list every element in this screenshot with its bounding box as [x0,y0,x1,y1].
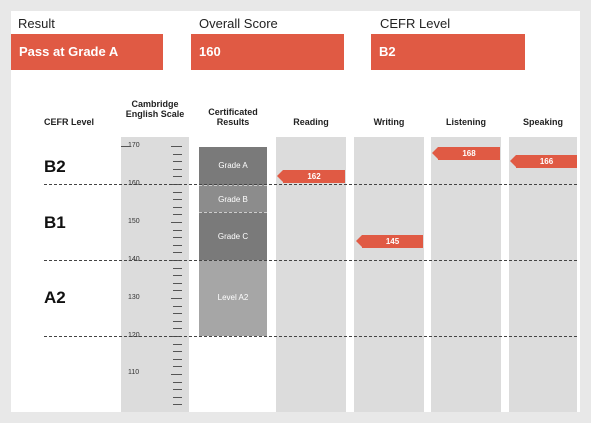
scale-tick [173,192,182,193]
scale-tick [173,344,182,345]
scale-tick-label: 140 [128,256,140,263]
header-cefr-level: CEFR Level [44,117,95,127]
scale-tick-label: 110 [128,369,140,376]
scale-tick-label: 150 [128,218,140,225]
scale-tick [173,207,182,208]
scale-tick [173,268,182,269]
scale-tick [173,321,182,322]
level-b2: B2 [44,157,66,176]
header-speaking: Speaking [522,117,563,127]
cefr-level-label: CEFR Level [380,16,451,31]
boundary-line-160 [44,184,577,185]
scale-tick [171,298,182,299]
scale-tick [171,222,182,223]
scale-major-line [121,146,131,147]
scale-tick [171,146,182,147]
speaking-column [509,137,577,412]
cert-level-a2: Level A2 [199,260,267,336]
cefr-level-value: B2 [371,34,525,70]
scale-tick-label: 160 [128,180,140,187]
header-cambridge-scale: Cambridge English Scale [125,99,185,119]
listening-column [431,137,501,412]
header-listening: Listening [446,117,486,127]
result-label: Result [18,16,55,31]
scale-tick-label: 170 [128,142,140,149]
scale-tick [173,313,182,314]
scale-tick [173,404,182,405]
scale-tick [173,169,182,170]
boundary-line-140 [44,260,577,261]
scale-tick [173,230,182,231]
result-value: Pass at Grade A [11,34,163,70]
writing-column [354,137,424,412]
overall-score-value: 160 [191,34,344,70]
header-writing: Writing [373,117,405,127]
scale-tick [173,351,182,352]
cert-grade-c: Grade C [199,212,267,260]
scale-tick [173,283,182,284]
scale-tick [173,397,182,398]
writing-score-marker: 145 [362,235,423,248]
scale-tick [173,328,182,329]
scale-tick [173,199,182,200]
scale-tick [173,275,182,276]
header-reading: Reading [293,117,329,127]
listening-score-marker: 168 [438,147,500,160]
scale-tick [173,359,182,360]
scale-tick [173,252,182,253]
scale-tick [173,176,182,177]
scale-tick-label: 130 [128,294,140,301]
cert-grade-b: Grade B [199,185,267,212]
level-b1: B1 [44,213,66,232]
cert-grade-a: Grade A [199,147,267,185]
scale-tick-label: 120 [128,332,140,339]
scale-tick [173,161,182,162]
scale-tick [173,237,182,238]
overall-score-label: Overall Score [199,16,278,31]
scale-tick [173,245,182,246]
boundary-line-120 [44,336,577,337]
reading-score-marker: 162 [283,170,345,183]
scale-tick [173,214,182,215]
scale-tick [173,154,182,155]
scale-tick [173,290,182,291]
speaking-score-marker: 166 [516,155,577,168]
scale-tick [173,306,182,307]
scale-tick [171,374,182,375]
header-certificated-results: Certificated Results [208,107,258,127]
level-a2: A2 [44,288,66,307]
scale-tick [173,389,182,390]
scale-tick [173,366,182,367]
scale-tick [173,382,182,383]
